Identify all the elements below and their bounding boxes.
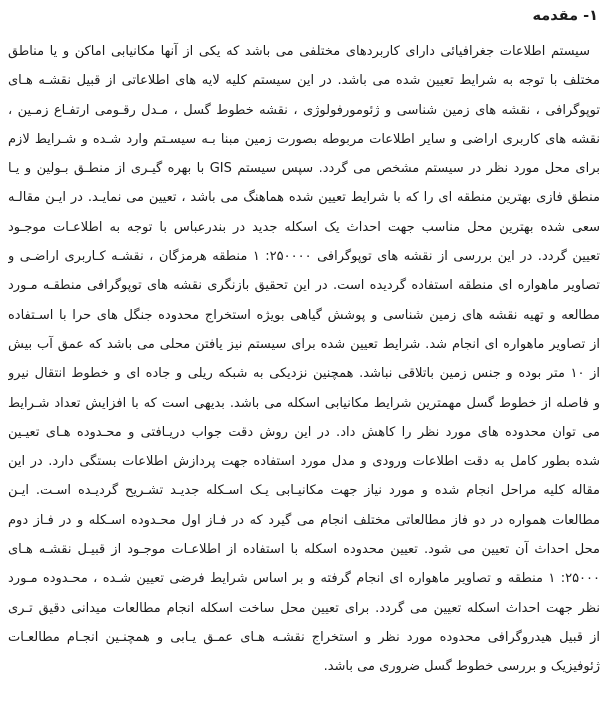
text-line: سعی شده بهترین محل مناسب جهت احداث یک اسکله جدید در بندرعباس با توجه به اطلاعـات موجـود	[8, 219, 600, 235]
text-line: شده بطور کامل به دقت اطلاعات ورودی و مدل مورد استفاده جهت پردازش اطلاعات بستگی دارد. در این	[8, 454, 600, 470]
text-line: نظر جهت احداث اسکله تعیین می گردد. برای تعیین محل ساخت اسکله انجام مطالعات میدانی دقیق تـری	[8, 600, 600, 616]
text-line: از تصاویر ماهواره ای انجام شد. شرایط تعیین شده برای سیستم نیز یافتن محلی می باشد که عمق آب بیش	[8, 336, 600, 352]
text-line: تعیین گردد. در این بررسی از نقشه های توپوگرافی ۲۵۰۰۰۰: ۱ منطقه هرمزگان ، نقشـه کـاربری اراضـی و	[8, 249, 600, 265]
section-heading: ۱- مقدمه	[532, 8, 598, 24]
text-line: از قبیل هیدروگرافی محدوده مورد نظر و استخراج نقشـه هـای عمـق یـابی و همچنـین انجـام مطالعـات	[8, 629, 600, 645]
text-line: محل احداث آن تعیین می شود. تعیین محدوده اسکله با استفاده از اطلاعـات موجـود از قبیـل نقشـه هـای	[8, 542, 600, 558]
text-line: از ۱۰ متر بوده و جنس زمین باتلاقی نباشد. همچنین نزدیکی به شبکه ریلی و جاده ای و خطوط انتقال نیرو	[8, 366, 600, 382]
text-line: منطق فازی بهترین منطقه ای را که با شرایط تعیین شده هماهنگ می باشد ، تعیین می نمایـد. در ایـن مقالـه	[8, 190, 600, 206]
text-line: ژئوفیزیک و بررسی خطوط گسل ضروری می باشد.	[323, 659, 600, 675]
text-line: تصاویر ماهواره ای منطقه استفاده گردیده است. در این تحقیق بازنگری نقشه های توپوگرافی منطقـه مـورد	[8, 278, 600, 294]
text-line: توپوگرافی ، نقشه های زمین شناسی و ژئومورفولوژی ، نقشه خطوط گسل ، مـدل رقـومی ارتفـاع زمـین ،	[8, 102, 600, 118]
text-line: برای محل مورد نظر در سیستم مشخص می گردد. سپس سیستم GIS با بهره گیـری از منطـق بـولین و یـا	[8, 161, 600, 177]
text-line: می توان محدوده های مورد نظر را کاهش داد. در این روش دقت جواب دریـافتی و محـدوده هـای تعیـین	[8, 424, 600, 440]
text-line: مطالعه و تهیه نقشه های زمین شناسی و پوشش گیاهی بویژه استخراج محدوده جنگل های حرا با اسـتفاده	[8, 307, 600, 323]
text-line: سیستم اطلاعات جغرافیائی دارای کاربردهای مختلفی می باشد که یکی از آنها مکانیابی اماکن و یا مناطق	[8, 44, 590, 59]
text-line: و فاصله از خطوط گسل مهمترین شرایط مکانیابی اسکله می باشد. بدیهی است که با افزایش تعداد شـرایط	[8, 395, 600, 411]
text-line: مقاله کلیه مراحل انجام شده و مورد نیاز جهت مکانیـابی یـک اسـکله جدیـد تشـریح گردیـده اسـت. ایـن	[8, 483, 600, 499]
text-line: ۲۵۰۰۰: ۱ منطقه و تصاویر ماهواره ای انجام گرفته و بر اساس شرایط فرضی تعیین شـده ، محـدوده مـورد	[8, 571, 600, 587]
introduction-paragraph	[8, 37, 600, 682]
text-line: مختلف با توجه به شرایط تعیین شده می باشد. در این سیستم کلیه لایه های اطلاعاتی از قبیل نقشـه هـای	[8, 73, 600, 89]
text-line: نقشه های کاربری اراضی و سایر اطلاعات مربوطه بصورت زمین مبنا بـه سیسـتم وارد شـده و شـرایط لازم	[8, 131, 600, 147]
text-line: مطالعات همواره در دو فاز مطالعاتی مختلف انجام می گیرد که در فـاز اول محـدوده اسـکله و در فـاز دوم	[8, 512, 600, 528]
